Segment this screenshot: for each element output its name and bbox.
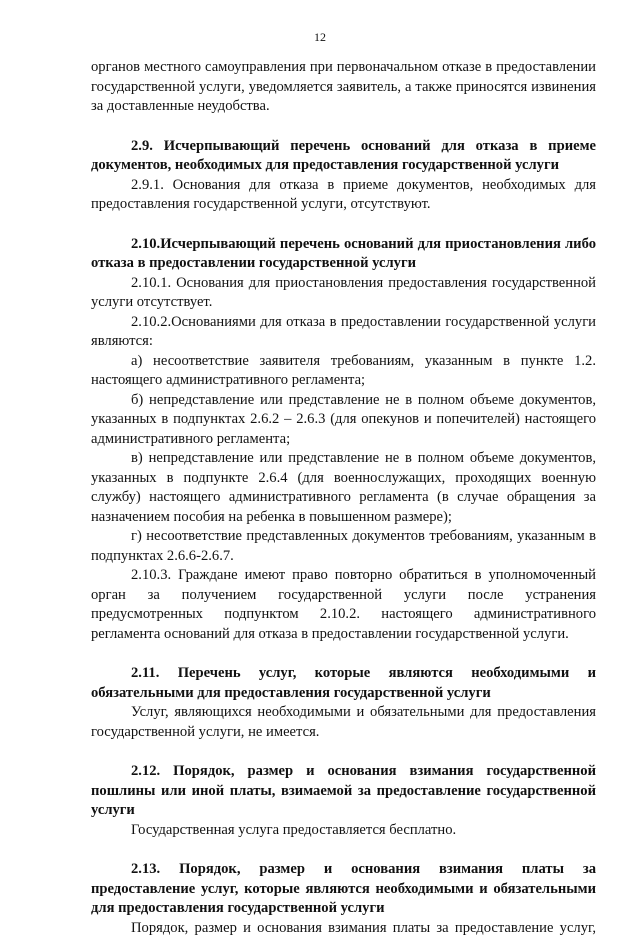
- paragraph-2-9-1: 2.9.1. Основания для отказа в приеме документов, необходимых для предоставления государственной услуги, отсутствуют.: [91, 176, 596, 215]
- paragraph-2-10-2-b: б) непредставление или представление не в полном объеме документов, указанных в подпунктах 2.6.2 – 2.6.3 (для опекунов и попечителей) настоящего административного регламента;: [91, 391, 596, 450]
- paragraph-2-10-2: 2.10.2.Основаниями для отказа в предоставлении государственной услуги являются:: [91, 313, 596, 352]
- heading-2-11: 2.11. Перечень услуг, которые являются необходимыми и обязательными для предоставления государственной услуги: [91, 664, 596, 703]
- heading-2-9: 2.9. Исчерпывающий перечень оснований для отказа в приеме документов, необходимых для предоставления государственной услуги: [91, 137, 596, 176]
- paragraph-intro: органов местного самоуправления при первоначальном отказе в предоставлении государственной услуги, уведомляется заявитель, а также приносятся извинения за доставленные неудобства.: [91, 58, 596, 117]
- paragraph-2-12: Государственная услуга предоставляется бесплатно.: [91, 821, 596, 841]
- paragraph-2-13: Порядок, размер и основания взимания платы за предоставление услуг,: [91, 919, 596, 938]
- paragraph-2-10-1: 2.10.1. Основания для приостановления предоставления государственной услуги отсутствует.: [91, 274, 596, 313]
- paragraph-2-10-2-a: а) несоответствие заявителя требованиям, указанным в пункте 1.2. настоящего административного регламента;: [91, 352, 596, 391]
- page-number: 12: [0, 28, 640, 48]
- heading-2-13: 2.13. Порядок, размер и основания взимания платы за предоставление услуг, которые являются необходимыми и обязательными для предоставления государственной услуги: [91, 860, 596, 919]
- document-body: [91, 58, 596, 938]
- paragraph-2-10-3: 2.10.3. Граждане имеют право повторно обратиться в уполномоченный орган за получением государственной услуги после устранения предусмотренных подпунктом 2.10.2. настоящего административного регламента оснований для отказа в предоставлении государственной услуги.: [91, 566, 596, 644]
- heading-2-12: 2.12. Порядок, размер и основания взимания государственной пошлины или иной платы, взимаемой за предоставление государственной услуги: [91, 762, 596, 821]
- paragraph-2-10-2-g: г) несоответствие представленных документов требованиям, указанным в подпунктах 2.6.6-2.6.7.: [91, 527, 596, 566]
- heading-2-10: 2.10.Исчерпывающий перечень оснований для приостановления либо отказа в предоставлении государственной услуги: [91, 235, 596, 274]
- paragraph-2-11: Услуг, являющихся необходимыми и обязательными для предоставления государственной услуги, не имеется.: [91, 703, 596, 742]
- paragraph-2-10-2-v: в) непредставление или представление не в полном объеме документов, указанных в подпункте 2.6.4 (для военнослужащих, проходящих военную службу) настоящего административного регламента (в случае обращения за назначением пособия на ребенка в повышенном размере);: [91, 449, 596, 527]
